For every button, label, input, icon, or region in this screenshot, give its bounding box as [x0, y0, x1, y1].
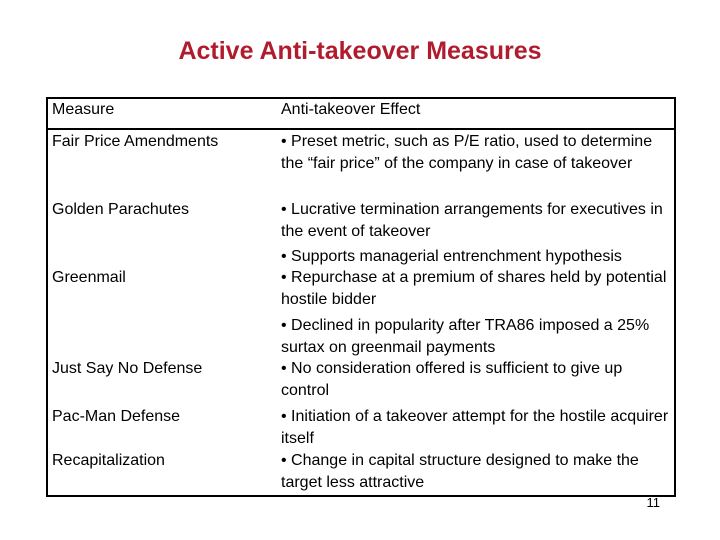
- measure-golden-parachutes: Golden Parachutes: [52, 201, 189, 218]
- header-effect: Anti-takeover Effect: [281, 101, 421, 118]
- measure-fair-price-amendments: Fair Price Amendments: [52, 133, 219, 150]
- measure-recapitalization: Recapitalization: [52, 452, 165, 469]
- effect-entrenchment: • Supports managerial entrenchment hypothesis: [281, 248, 622, 265]
- effect-greenmail-decline: • Declined in popularity after TRA86 imposed a 25% surtax on greenmail payments: [281, 317, 650, 356]
- effect-just-say-no: • No consideration offered is sufficient to give up control: [281, 360, 623, 399]
- header-measure: Measure: [52, 101, 115, 118]
- measure-pac-man-defense: Pac-Man Defense: [52, 408, 181, 425]
- page-number: 11: [646, 495, 660, 510]
- effect-recapitalization: • Change in capital structure designed to make the target less attractive: [281, 452, 639, 491]
- slide-title: Active Anti-takeover Measures: [178, 37, 542, 65]
- effect-pac-man: • Initiation of a takeover attempt for the hostile acquirer itself: [281, 408, 669, 447]
- effect-greenmail-repurchase: • Repurchase at a premium of shares held by potential hostile bidder: [281, 269, 667, 308]
- effect-golden-parachutes: • Lucrative termination arrangements for executives in the event of takeover: [281, 201, 663, 240]
- header-divider: [46, 128, 676, 130]
- measure-just-say-no-defense: Just Say No Defense: [52, 360, 203, 377]
- effect-fair-price: • Preset metric, such as P/E ratio, used to determine the “fair price” of the company in case of takeover: [281, 133, 653, 172]
- measure-greenmail: Greenmail: [52, 269, 126, 286]
